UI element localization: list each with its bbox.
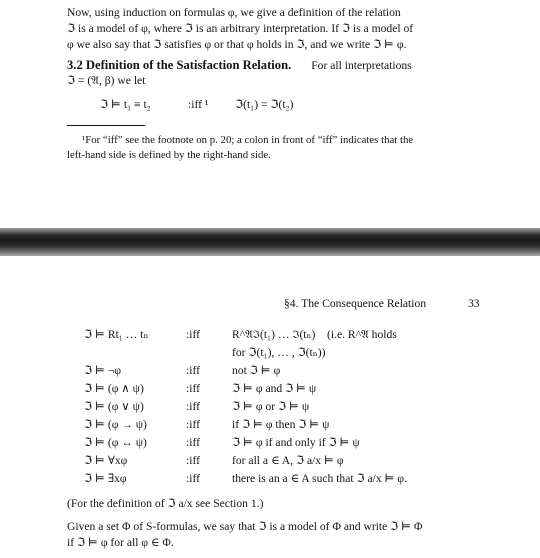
top-page	[0, 0, 540, 228]
section-heading-continuation: For all interpretations	[311, 59, 412, 72]
running-head: §4. The Consequence Relation	[284, 297, 427, 310]
def-iff: :iff	[186, 400, 200, 413]
def-lhs: ℑ ⊨ (φ → ψ)	[84, 418, 147, 431]
def-rhs: R^𝔄ℑ(t₁) … ℑ(tₙ) (i.e. R^𝔄 holds	[232, 328, 397, 341]
para1-line-2: ℑ is a model of φ, where ℑ is an arbitrary interpretation. If ℑ is a model of	[67, 22, 414, 35]
final-line-2: if ℑ ⊨ φ for all φ ∈ Φ.	[67, 536, 174, 549]
def-lhs: ℑ ⊨ (φ ∨ ψ)	[84, 400, 144, 413]
section-heading: 3.2 Definition of the Satisfaction Relation.	[67, 58, 292, 72]
def-lhs: ℑ ⊨ (φ ∧ ψ)	[84, 382, 144, 395]
def-lhs: ℑ ⊨ ∀xφ	[84, 454, 128, 467]
def-iff: :iff	[186, 472, 200, 485]
term-equality-lhs: ℑ ⊨ t₁ ≡ t₂	[100, 98, 151, 111]
section-line-2: ℑ = (𝔄, β) we let	[67, 74, 146, 87]
def-rhs: for ℑ(t₁), … , ℑ(tₙ))	[232, 346, 326, 359]
def-rhs: ℑ ⊨ φ and ℑ ⊨ ψ	[232, 382, 317, 395]
def-iff: :iff	[186, 328, 200, 341]
section-line-1	[67, 58, 412, 73]
final-line-1: Given a set Φ of S-formulas, we say that ℑ is a model of Φ and write ℑ ⊨ Φ	[67, 520, 423, 533]
def-rhs: ℑ ⊨ φ or ℑ ⊨ ψ	[232, 400, 310, 413]
def-lhs: ℑ ⊨ Rt₁ … tₙ	[84, 328, 149, 341]
term-equality-rhs: ℑ(t₁) = ℑ(t₂)	[235, 98, 294, 111]
def-rhs: if ℑ ⊨ φ then ℑ ⊨ ψ	[232, 418, 330, 431]
para1-line-1: Now, using induction on formulas φ, we give a definition of the relation	[67, 6, 401, 19]
def-rhs: for all a ∈ A, ℑ a/x ⊨ φ	[232, 454, 344, 467]
def-rhs: ℑ ⊨ φ if and only if ℑ ⊨ ψ	[232, 436, 360, 449]
term-equality-iff: :iff ¹	[188, 98, 209, 111]
def-lhs: ℑ ⊨ (φ ↔ ψ)	[84, 436, 147, 449]
page-number: 33	[468, 297, 480, 310]
def-iff: :iff	[186, 454, 200, 467]
def-rhs: not ℑ ⊨ φ	[232, 364, 281, 377]
def-iff: :iff	[186, 436, 200, 449]
page-divider	[0, 228, 540, 256]
para1-line-3: φ we also say that ℑ satisfies φ or that φ holds in ℑ, and we write ℑ ⊨ φ.	[67, 38, 407, 51]
def-rhs: there is an a ∈ A such that ℑ a/x ⊨ φ.	[232, 472, 407, 485]
def-iff: :iff	[186, 418, 200, 431]
def-iff: :iff	[186, 382, 200, 395]
footnote-line-1: ¹For “iff” see the footnote on p. 20; a colon in front of “iff” indicates that the	[82, 134, 414, 146]
def-lhs: ℑ ⊨ ¬φ	[84, 364, 122, 377]
note-line: (For the definition of ℑ a/x see Section 1.)	[67, 497, 264, 510]
def-lhs: ℑ ⊨ ∃xφ	[84, 472, 127, 485]
def-iff: :iff	[186, 364, 200, 377]
footnote-rule	[67, 125, 145, 126]
footnote-line-2: left-hand side is defined by the right-hand side.	[67, 149, 271, 161]
